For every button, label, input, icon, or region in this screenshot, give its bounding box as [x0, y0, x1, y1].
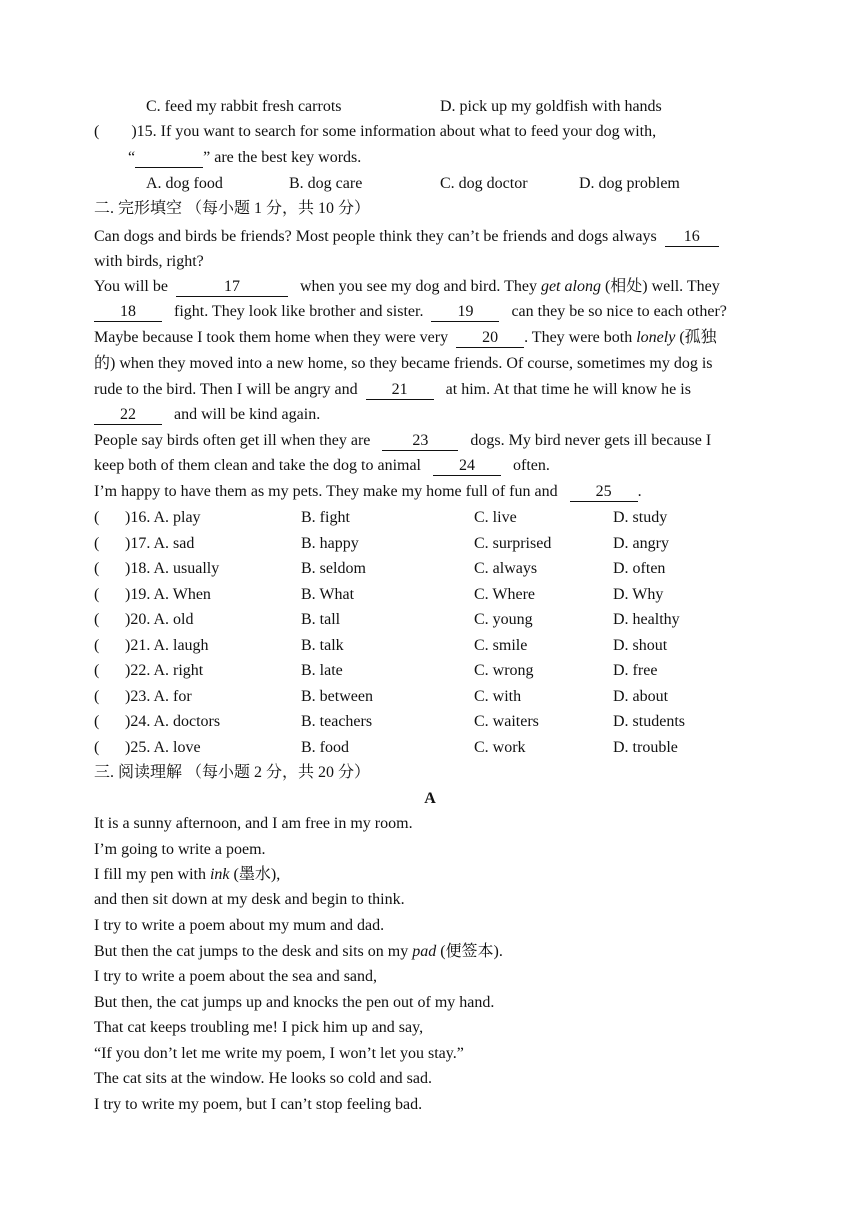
question-stem-and-option-a: )16. A. play — [125, 509, 201, 526]
option-d: D. study — [613, 509, 668, 526]
option-b: B. tall — [301, 611, 341, 628]
option-d: D. free — [613, 662, 658, 679]
option-d: D. healthy — [613, 611, 680, 628]
poem-line-10: “If you don’t let me write my poem, I won’t let you stay.” — [94, 1045, 464, 1062]
passage-line-4: 18 fight. They look like brother and sister. 19 can they be so nice to each other? — [94, 302, 727, 322]
poem-line-1: It is a sunny afternoon, and I am free in my room. — [94, 815, 413, 832]
option-c: C. wrong — [474, 662, 534, 679]
answer-paren-open: ( — [94, 713, 100, 730]
poem-line-5: I try to write a poem about my mum and dad. — [94, 917, 385, 934]
passage-line-6: 的) when they moved into a new home, so they became friends. Of course, sometimes my dog is — [94, 355, 713, 372]
option-b: B. fight — [301, 509, 350, 526]
passage-line-8: 22 and will be kind again. — [94, 405, 320, 425]
question-stem-and-option-a: )17. A. sad — [125, 534, 195, 552]
question-stem-and-option-a: )22. A. right — [125, 662, 204, 679]
blank-24: 24 — [433, 457, 501, 476]
cloze-question-row — [94, 585, 794, 605]
option-b: B. talk — [301, 636, 344, 654]
answer-paren-open: ( — [94, 687, 100, 705]
question-stem-and-option-a: )23. A. for — [125, 687, 192, 705]
option-c: C. smile — [474, 636, 528, 654]
question-stem-and-option-a: )24. A. doctors — [125, 713, 221, 730]
option-b: B. teachers — [301, 713, 373, 730]
option-c: C. surprised — [474, 534, 552, 552]
q15-option-b: B. dog care — [289, 175, 363, 192]
passage-a-heading: A — [424, 790, 436, 807]
option-d: D. Why — [613, 585, 664, 603]
option-c: C. live — [474, 509, 517, 526]
answer-paren-open: ( — [94, 123, 100, 140]
passage-line-2: with birds, right? — [94, 253, 204, 270]
answer-paren-open: ( — [94, 560, 100, 577]
option-b: B. between — [301, 687, 373, 705]
poem-line-7: I try to write a poem about the sea and sand, — [94, 968, 378, 985]
answer-paren-open: ( — [94, 738, 100, 756]
q14-option-c: C. feed my rabbit fresh carrots — [146, 98, 342, 115]
blank-21: 21 — [366, 381, 434, 400]
cloze-question-row — [94, 610, 794, 630]
question-stem-and-option-a: )21. A. laugh — [125, 636, 209, 654]
answer-paren-open: ( — [94, 585, 100, 603]
option-c: C. waiters — [474, 713, 539, 730]
question-stem-and-option-a: )25. A. love — [125, 738, 201, 756]
passage-line-9: People say birds often get ill when they are 23 dogs. My bird never gets ill because I — [94, 432, 712, 449]
poem-line-11: The cat sits at the window. He looks so cold and sad. — [94, 1070, 433, 1087]
option-c: C. young — [474, 611, 533, 628]
option-c: C. with — [474, 687, 522, 705]
passage-line-7: rude to the bird. Then I will be angry and 21 at him. At that time he will know he is — [94, 381, 691, 398]
q15-stem-line — [94, 122, 656, 142]
cloze-question-row — [94, 508, 794, 528]
question-stem-and-option-a: )20. A. old — [125, 611, 194, 628]
blank-19: 19 — [431, 303, 499, 322]
section3-title: 三. 阅读理解 （每小题 2 分，共 20 分） — [94, 764, 371, 781]
poem-line-8: But then, the cat jumps up and knocks the pen out of my hand. — [94, 994, 495, 1011]
option-d: D. often — [613, 560, 666, 577]
cloze-question-row — [94, 738, 794, 758]
option-d: D. angry — [613, 534, 669, 552]
option-c: C. work — [474, 738, 526, 756]
question-stem-and-option-a: )18. A. usually — [125, 560, 220, 577]
option-b: B. seldom — [301, 560, 366, 577]
blank-17: 17 — [176, 278, 288, 297]
question-stem-and-option-a: )19. A. When — [125, 585, 211, 603]
cloze-question-row — [94, 661, 794, 681]
cloze-question-row — [94, 636, 794, 656]
passage-line-1: Can dogs and birds be friends? Most people think they can’t be friends and dogs always 16 — [94, 227, 719, 247]
passage-line-10: keep both of them clean and take the dog to animal 24 often. — [94, 457, 550, 474]
blank-20: 20 — [456, 329, 524, 348]
answer-paren-open: ( — [94, 611, 100, 628]
passage-line-5: Maybe because I took them home when they were very 20 . They were both lonely (孤独 — [94, 329, 717, 346]
option-b: B. late — [301, 662, 343, 679]
option-d: D. about — [613, 687, 669, 705]
option-d: D. shout — [613, 636, 668, 654]
q15-blank[interactable] — [135, 149, 203, 168]
blank-18: 18 — [94, 303, 162, 322]
answer-paren-close: ) — [131, 123, 137, 140]
section2-title: 二. 完形填空 （每小题 1 分，共 10 分） — [94, 200, 371, 217]
q15-option-d: D. dog problem — [579, 175, 680, 192]
answer-paren-open: ( — [94, 509, 100, 526]
option-c: C. Where — [474, 585, 536, 603]
option-b: B. food — [301, 738, 349, 756]
poem-line-12: I try to write my poem, but I can’t stop feeling bad. — [94, 1096, 423, 1113]
cloze-question-row — [94, 534, 794, 554]
option-d: D. students — [613, 713, 685, 730]
cloze-question-row — [94, 712, 794, 732]
poem-line-4: and then sit down at my desk and begin to think. — [94, 891, 405, 908]
poem-line-2: I’m going to write a poem. — [94, 841, 266, 858]
q15-option-a: A. dog food — [146, 175, 223, 192]
option-c: C. always — [474, 560, 538, 577]
cloze-question-row — [94, 687, 794, 707]
q15-option-c: C. dog doctor — [440, 175, 528, 192]
blank-22: 22 — [94, 406, 162, 425]
poem-line-9: That cat keeps troubling me! I pick him up and say, — [94, 1019, 424, 1036]
q14-option-d: D. pick up my goldfish with hands — [440, 98, 662, 115]
option-b: B. happy — [301, 534, 359, 552]
cloze-question-row — [94, 559, 794, 579]
passage-line-11: I’m happy to have them as my pets. They make my home full of fun and 25 . — [94, 483, 642, 500]
poem-line-3: I fill my pen with ink (墨水), — [94, 866, 281, 883]
answer-paren-open: ( — [94, 636, 100, 654]
option-d: D. trouble — [613, 738, 678, 756]
passage-line-3: You will be 17 when you see my dog and bird. They get along (相处) well. They — [94, 278, 720, 295]
poem-line-6: But then the cat jumps to the desk and sits on my pad (便签本). — [94, 943, 503, 960]
answer-paren-open: ( — [94, 662, 100, 679]
q15-stem-line2: “ ” are the best key words. — [128, 149, 362, 166]
blank-25: 25 — [570, 483, 638, 502]
q15-stem: 15. If you want to search for some information about what to feed your dog with, — [136, 123, 657, 140]
blank-16: 16 — [665, 228, 719, 247]
answer-paren-open: ( — [94, 534, 100, 552]
blank-23: 23 — [382, 432, 458, 451]
option-b: B. What — [301, 585, 355, 603]
